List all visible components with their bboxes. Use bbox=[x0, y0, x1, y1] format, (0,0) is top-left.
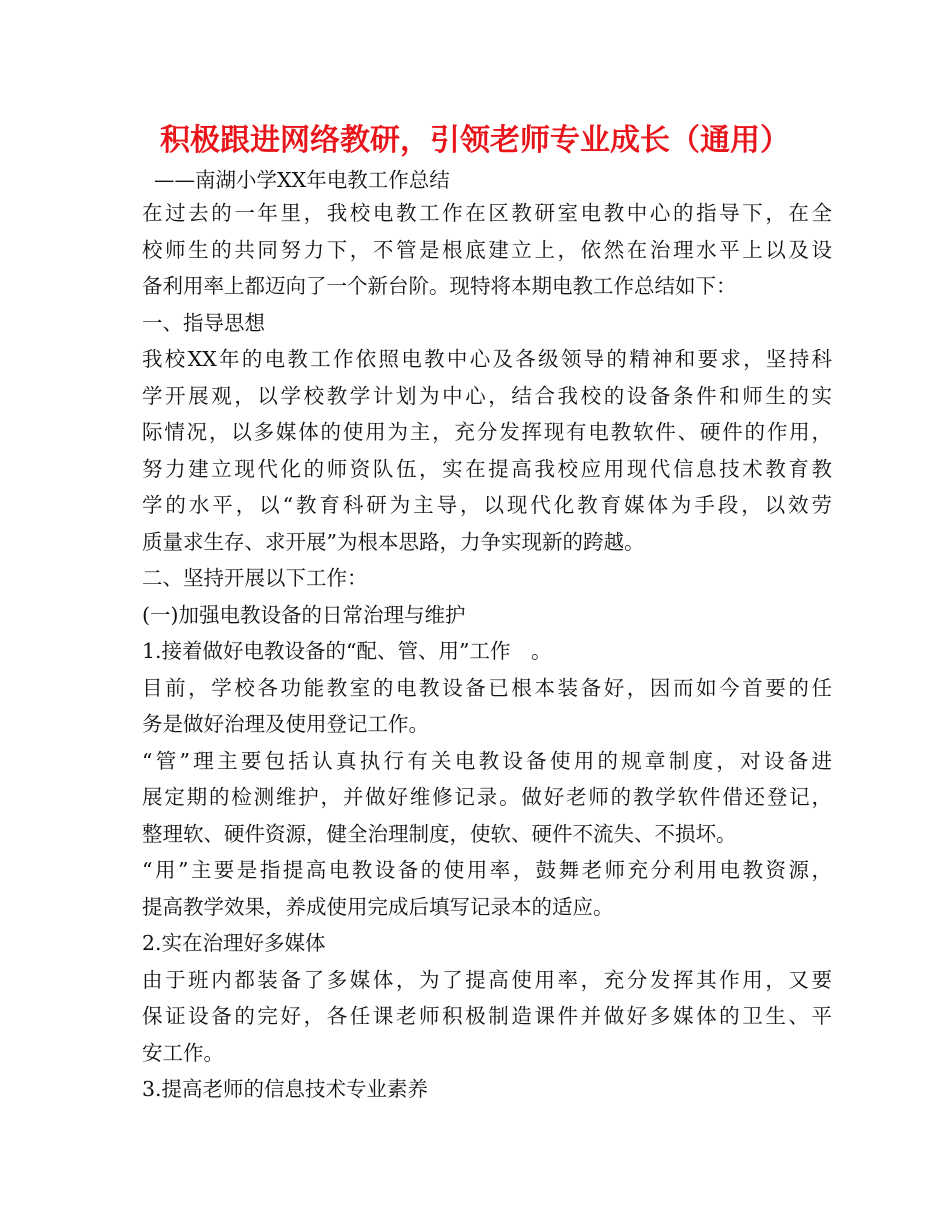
section-heading: 一、指导思想 bbox=[142, 310, 265, 335]
paragraph-line: “管”理主要包括认真执行有关电教设备使用的规章制度，对设备进 bbox=[142, 748, 832, 773]
item-heading: 2.实在治理好多媒体 bbox=[142, 931, 326, 955]
paragraph-line: 我校XX年的电教工作依照电教中心及各级领导的精神和要求，坚持科 bbox=[142, 347, 832, 371]
paragraph-line: 提高教学效果，养成使用完成后填写记录本的适应。 bbox=[142, 894, 614, 919]
paragraph-line: 际情况，以多媒体的使用为主，充分发挥现有电教软件、硬件的作用， bbox=[142, 420, 832, 444]
paragraph-line: 在过去的一年里，我校电教工作在区教研室电教中心的指导下，在全 bbox=[142, 201, 832, 225]
paragraph-line: 备利用率上都迈向了一个新台阶。现特将本期电教工作总结如下： bbox=[142, 274, 737, 298]
paragraph-line: 质量求生存、求开展”为根本思路，力争实现新的跨越。 bbox=[142, 529, 645, 554]
paragraph-line: 整理软、硬件资源，健全治理制度，使软、硬件不流失、不损坏。 bbox=[142, 821, 737, 846]
paragraph-line: 努力建立现代化的师资队伍，实在提高我校应用现代信息技术教育教 bbox=[142, 456, 832, 481]
document-subtitle: ——南湖小学XX年电教工作总结 bbox=[154, 168, 450, 192]
paragraph-line: 保证设备的完好，各任课老师积极制造课件并做好多媒体的卫生、平 bbox=[142, 1004, 832, 1028]
paragraph-line: 展定期的检测维护，并做好维修记录。做好老师的教学软件借还登记， bbox=[142, 785, 832, 809]
paragraph-line: 目前，学校各功能教室的电教设备已根本装备好，因而如今首要的任 bbox=[142, 675, 832, 700]
paragraph-line: 学开展观，以学校教学计划为中心，结合我校的设备条件和师生的实 bbox=[142, 383, 832, 408]
item-heading: 3.提高老师的信息技术专业素养 bbox=[142, 1077, 429, 1101]
document-title: 积极跟进网络教研，引领老师专业成长（通用） bbox=[160, 123, 790, 158]
paragraph-line: 由于班内都装备了多媒体，为了提高使用率，充分发挥其作用，又要 bbox=[142, 967, 832, 992]
paragraph-line: “用”主要是指提高电教设备的使用率，鼓舞老师充分利用电教资源， bbox=[142, 858, 832, 882]
subsection-heading: (一)加强电教设备的日常治理与维护 bbox=[142, 602, 466, 627]
document-body bbox=[142, 165, 832, 1108]
paragraph-line: 务是做好治理及使用登记工作。 bbox=[142, 712, 429, 736]
paragraph-line: 安工作。 bbox=[142, 1040, 224, 1065]
paragraph-line: 校师生的共同努力下，不管是根底建立上，依然在治理水平上以及设 bbox=[142, 237, 832, 262]
section-heading: 二、坚持开展以下工作： bbox=[142, 566, 368, 590]
paragraph-line: 学的水平，以“教育科研为主导，以现代化教育媒体为手段，以效劳 bbox=[142, 493, 832, 517]
item-heading: 1.接着做好电教设备的“配、管、用”工作 。 bbox=[142, 639, 552, 663]
